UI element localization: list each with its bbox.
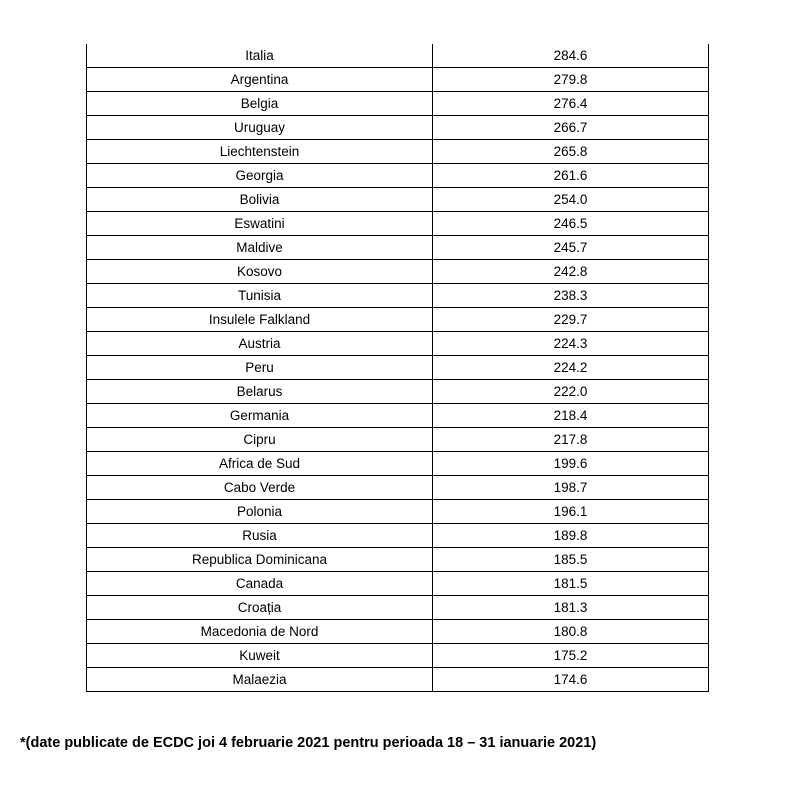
- country-cell: Georgia: [87, 164, 433, 188]
- country-cell: Bolivia: [87, 188, 433, 212]
- table-body: [87, 44, 709, 692]
- value-cell: 174.6: [433, 668, 709, 692]
- table-row: [87, 644, 709, 668]
- country-cell: Insulele Falkland: [87, 308, 433, 332]
- country-cell: Germania: [87, 404, 433, 428]
- table-row: [87, 356, 709, 380]
- value-cell: 198.7: [433, 476, 709, 500]
- value-cell: 245.7: [433, 236, 709, 260]
- value-cell: 217.8: [433, 428, 709, 452]
- value-cell: 224.3: [433, 332, 709, 356]
- value-cell: 266.7: [433, 116, 709, 140]
- table-row: [87, 260, 709, 284]
- country-cell: Liechtenstein: [87, 140, 433, 164]
- country-cell: Macedonia de Nord: [87, 620, 433, 644]
- value-cell: 175.2: [433, 644, 709, 668]
- value-cell: 181.5: [433, 572, 709, 596]
- country-cell: Belgia: [87, 92, 433, 116]
- country-cell: Africa de Sud: [87, 452, 433, 476]
- table-row: [87, 428, 709, 452]
- country-cell: Maldive: [87, 236, 433, 260]
- value-cell: 222.0: [433, 380, 709, 404]
- table-row: [87, 548, 709, 572]
- table-row: [87, 404, 709, 428]
- value-cell: 229.7: [433, 308, 709, 332]
- country-cell: Cabo Verde: [87, 476, 433, 500]
- country-cell: Belarus: [87, 380, 433, 404]
- value-cell: 199.6: [433, 452, 709, 476]
- country-cell: Cipru: [87, 428, 433, 452]
- table-row: [87, 188, 709, 212]
- country-cell: Argentina: [87, 68, 433, 92]
- value-cell: 261.6: [433, 164, 709, 188]
- table-row: [87, 476, 709, 500]
- country-cell: Polonia: [87, 500, 433, 524]
- table-row: [87, 308, 709, 332]
- table-row: [87, 332, 709, 356]
- table-row: [87, 164, 709, 188]
- value-cell: 196.1: [433, 500, 709, 524]
- value-cell: 238.3: [433, 284, 709, 308]
- value-cell: 276.4: [433, 92, 709, 116]
- table-row: [87, 140, 709, 164]
- value-cell: 254.0: [433, 188, 709, 212]
- table-row: [87, 68, 709, 92]
- value-cell: 181.3: [433, 596, 709, 620]
- table-row: [87, 44, 709, 68]
- country-cell: Malaezia: [87, 668, 433, 692]
- value-cell: 218.4: [433, 404, 709, 428]
- country-cell: Croația: [87, 596, 433, 620]
- value-cell: 279.8: [433, 68, 709, 92]
- value-cell: 246.5: [433, 212, 709, 236]
- value-cell: 180.8: [433, 620, 709, 644]
- table-row: [87, 452, 709, 476]
- value-cell: 224.2: [433, 356, 709, 380]
- table-row: [87, 500, 709, 524]
- country-cell: Kuweit: [87, 644, 433, 668]
- value-cell: 242.8: [433, 260, 709, 284]
- table-row: [87, 620, 709, 644]
- table-row: [87, 668, 709, 692]
- table-row: [87, 284, 709, 308]
- table-row: [87, 596, 709, 620]
- value-cell: 185.5: [433, 548, 709, 572]
- footnote: *(date publicate de ECDC joi 4 februarie 2021 pentru perioada 18 – 31 ianuarie 2021): [20, 735, 597, 751]
- table-row: [87, 116, 709, 140]
- table-row: [87, 380, 709, 404]
- table-row: [87, 572, 709, 596]
- table-row: [87, 236, 709, 260]
- country-cell: Eswatini: [87, 212, 433, 236]
- incidence-table-container: [86, 44, 706, 692]
- country-cell: Rusia: [87, 524, 433, 548]
- country-cell: Peru: [87, 356, 433, 380]
- table-row: [87, 524, 709, 548]
- country-cell: Italia: [87, 44, 433, 68]
- value-cell: 265.8: [433, 140, 709, 164]
- value-cell: 189.8: [433, 524, 709, 548]
- table-row: [87, 212, 709, 236]
- table-row: [87, 92, 709, 116]
- incidence-table: [86, 44, 709, 692]
- value-cell: 284.6: [433, 44, 709, 68]
- country-cell: Uruguay: [87, 116, 433, 140]
- country-cell: Tunisia: [87, 284, 433, 308]
- country-cell: Canada: [87, 572, 433, 596]
- country-cell: Republica Dominicana: [87, 548, 433, 572]
- country-cell: Austria: [87, 332, 433, 356]
- country-cell: Kosovo: [87, 260, 433, 284]
